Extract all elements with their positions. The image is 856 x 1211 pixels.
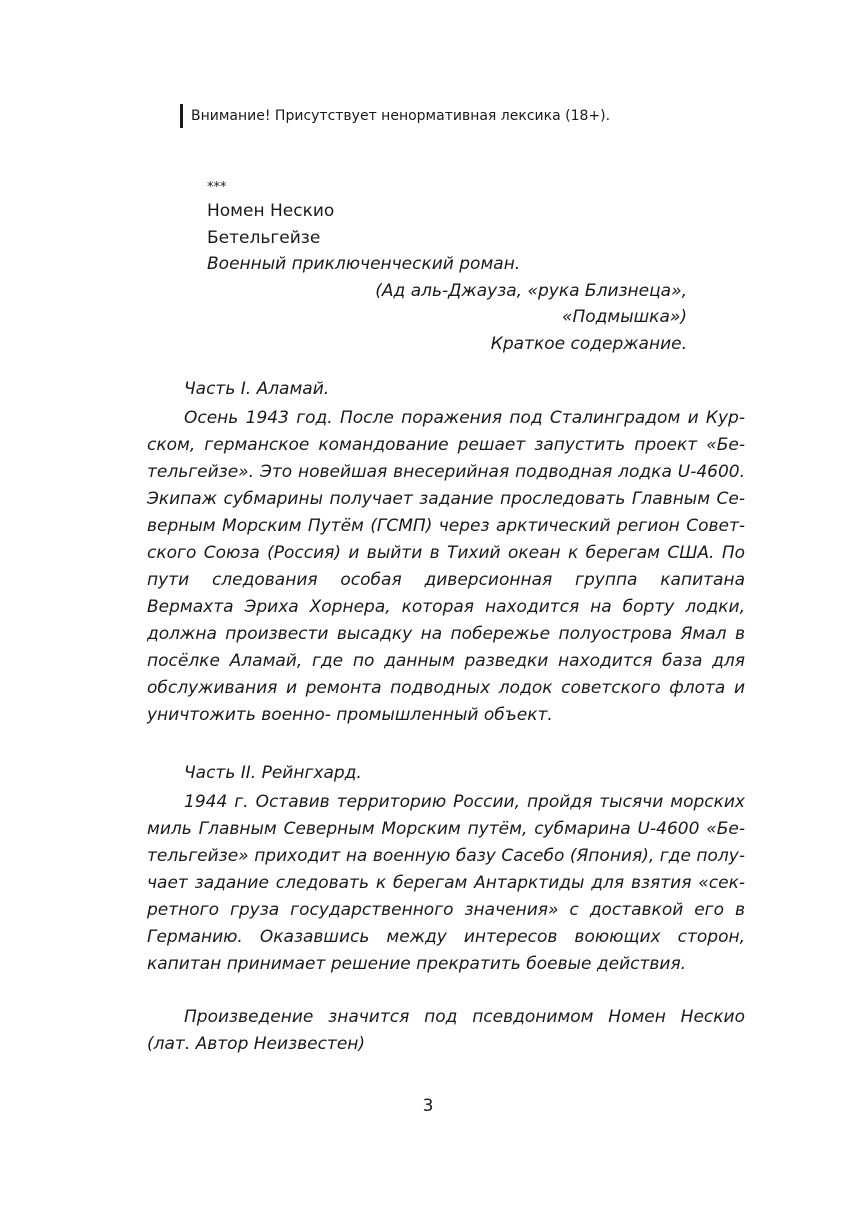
part-2-title: Часть II. Рейнгхард. <box>184 763 362 783</box>
section-separator: *** <box>207 180 227 195</box>
subtitle-line-1: (Ад аль-Джауза, «рука Близнеца», <box>375 280 687 301</box>
part-1-text: Осень 1943 год. После поражения под Сталинградом и Курском, германское командование решает запустить проект «Бетельгейзе». Это новейшая внесерийная подводная лодка U-4600. Экипаж субмарины получает задание проследовать Главным Северным Морским Путём (ГСМП) через арктический регион Советского Союза (Россия) и выйти в Тихий океан к берегам США. По пути следования особая диверсионная группа капитана Вермахта Эриха Хорнера, которая находится на борту лодки, должна произвести высадку на побережье полуострова Ямал в посёлке Аламай, где по данным разведки находится база для обслуживания и ремонта подводных лодок советского флота и уничтожить военно- промышленный объект. <box>147 408 745 725</box>
subtitle-line-2: «Подмышка») <box>561 307 687 327</box>
part-1-title: Часть I. Аламай. <box>184 379 330 399</box>
author-name: Номен Нескио <box>207 201 335 221</box>
page-number: 3 <box>422 1096 434 1116</box>
summary-heading: Краткое содержание. <box>490 333 687 354</box>
part-2-text: 1944 г. Оставив территорию России, пройдя тысячи морских миль Главным Северным Морским путём, субмарина U-4600 «Бетельгейзе» приходит на военную базу Сасебо (Япония), где получает задание следовать к берегам Антарктиды для взятия «секретного груза государственного значения» с доставкой его в Германию. Оказавшись между интересов воюющих сторон, капитан принимает решение прекратить боевые действия. <box>147 792 745 974</box>
book-genre: Военный приключенческий роман. <box>207 254 521 274</box>
book-title: Бетельгейзе <box>207 227 321 248</box>
content-warning: Внимание! Присутствует ненормативная лексика (18+). <box>180 104 610 128</box>
title-block <box>207 178 687 357</box>
pseudonym-note: Произведение значится под псевдонимом Номен Нескио (лат. Автор Неизвестен) <box>147 1007 745 1054</box>
